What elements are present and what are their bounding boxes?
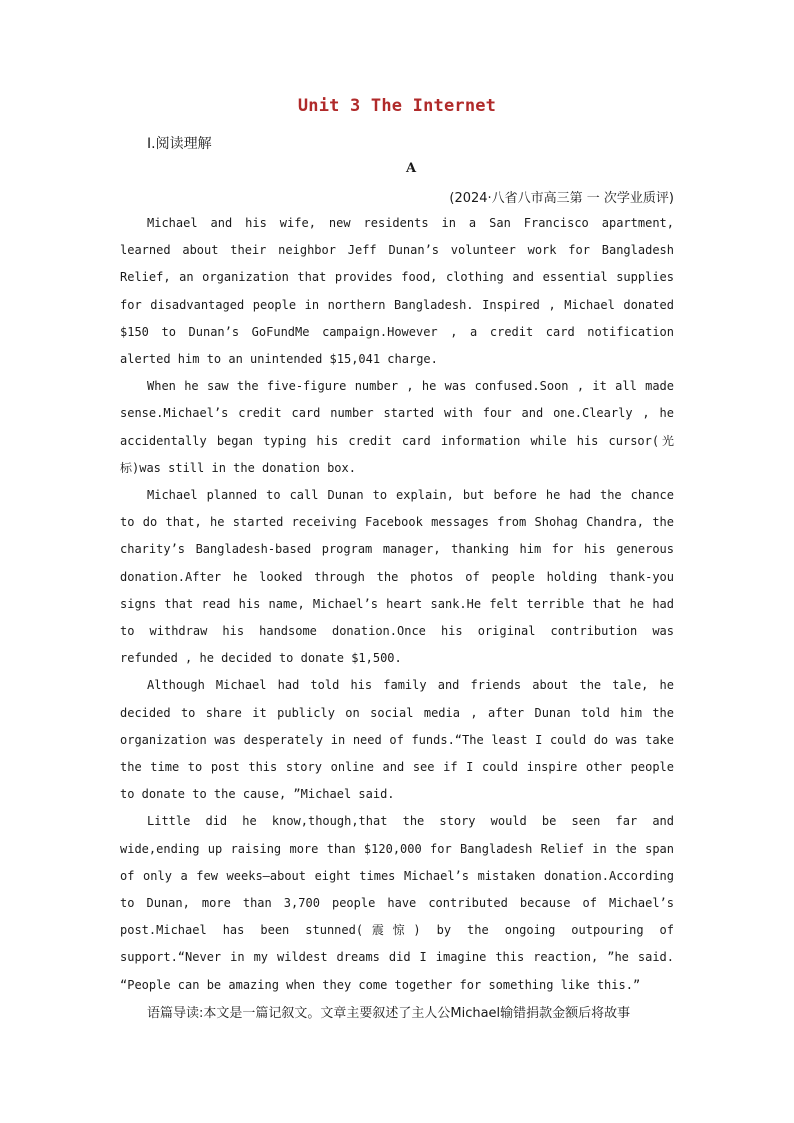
paragraph-3: Michael planned to call Dunan to explain, but before he had the chance to do that, he started receiving Facebook messages from Shohag Chandra, the charity’s Bangladesh-based program manager, thanking him for his generous donation.After he looked through the photos of people holding thank-you signs that read his name, Michael’s heart sank.He felt terrible that he had to withdraw his handsome donation.Once his original contribution was refunded , he decided to donate $1,500. (120, 488, 674, 666)
paragraph-5: Little did he know,though,that the story would be seen far and wide,ending up raising more than $120,000 for Bangladesh Relief in the span of only a few weeks—about eight times Michael’s mistaken donation.According to Dunan, more than 3,700 people have contributed because of Michael’s post.Michael has been stunned(震惊) by the ongoing outpouring of support.“Never in my wildest dreams did I imagine this reaction, ”he said. “People can be amazing when they come together for something like this.” (120, 814, 674, 992)
passage-body (120, 210, 674, 999)
passage-source: (2024·八省八市高三第 一 次学业质评) (449, 191, 674, 206)
paragraph-4: Although Michael had told his family and friends about the tale, he decided to share it publicly on social media , after Dunan told him the organization was desperately in need of funds.“The least I could do was take the time to post this story online and see if I could inspire other people to donate to the cause, ”Michael said. (120, 678, 674, 802)
passage-label: A (405, 161, 417, 176)
paragraph-2: When he saw the five-figure number , he was confused.Soon , it all made sense.Michael’s credit card number started with four and one.Clearly , he accidentally began typing his credit card information while his cursor(光标)was still in the donation box. (120, 379, 674, 475)
page-title: Unit 3 The Internet (297, 96, 497, 116)
paragraph-1: Michael and his wife, new residents in a San Francisco apartment, learned about their neighbor Jeff Dunan’s volunteer work for Bangladesh Relief, an organization that provides food, clothing and essential supplies for disadvantaged people in northern Bangladesh. Inspired , Michael donated $150 to Dunan’s GoFundMe campaign.However , a credit card notification alerted him to an unintended $15,041 charge. (120, 216, 674, 367)
section-heading: Ⅰ.阅读理解 (147, 136, 212, 152)
reading-guide: 语篇导读:本文是一篇记叙文。文章主要叙述了主人公Michael输错捐款金额后将故事 (147, 1006, 631, 1021)
